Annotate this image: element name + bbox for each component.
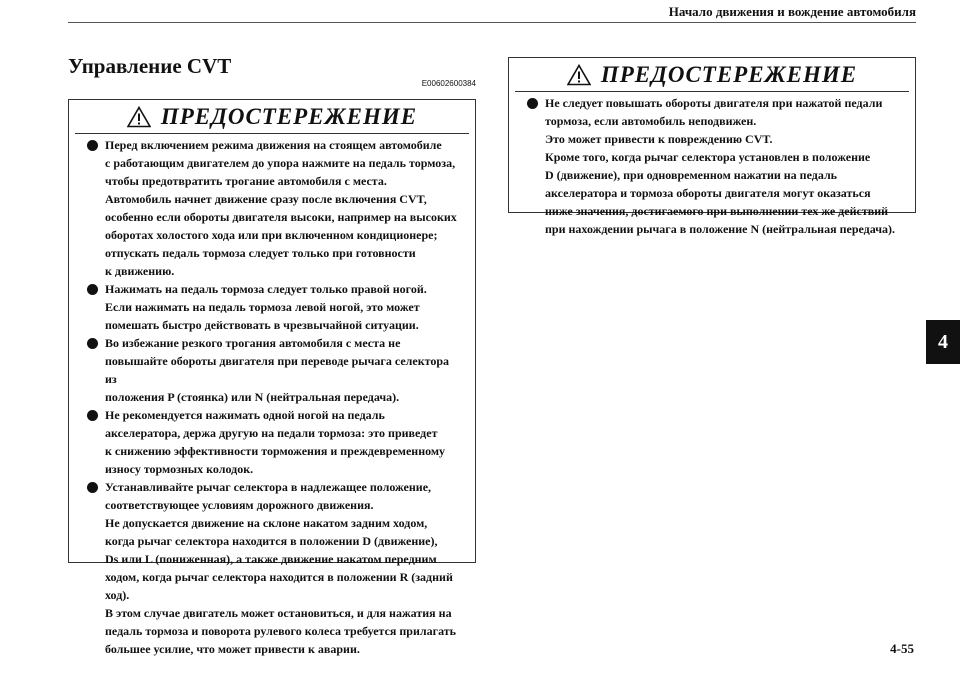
document-code: E00602600384	[421, 79, 476, 88]
warning-list	[509, 92, 915, 238]
warning-text-line: В этом случае двигатель может остановиться, и для нажатия на	[105, 606, 452, 620]
warning-text-line: Кроме того, когда рычаг селектора установлен в положение	[545, 150, 871, 164]
warning-text-line: к движению.	[105, 264, 175, 278]
warning-triangle-icon	[127, 106, 151, 128]
warning-title: ПРЕДОСТЕРЕЖЕНИЕ	[160, 103, 418, 129]
warning-box-right	[508, 57, 916, 236]
bullet-icon	[527, 98, 538, 109]
warning-text-line: большее усилие, что может привести к аварии.	[105, 642, 360, 656]
warning-item	[87, 280, 463, 334]
bullet-icon	[87, 338, 98, 349]
warning-item	[87, 478, 463, 658]
header-divider	[68, 22, 916, 23]
bullet-icon	[87, 482, 98, 493]
warning-text-line: чтобы предотвратить трогание автомобиля с места.	[105, 174, 387, 188]
section-title: Управление CVT	[68, 54, 232, 78]
warning-text-line: Не допускается движение на склоне накатом задним ходом,	[105, 516, 428, 530]
warning-text-line: Во избежание резкого трогания автомобиля с места не	[105, 336, 401, 350]
warning-text-line: к снижению эффективности торможения и преждевременному	[105, 444, 446, 458]
warning-text-line: отпускать педаль тормоза следует только при готовности	[105, 246, 416, 260]
warning-text-line: акселератора и тормоза обороты двигателя могут оказаться	[545, 186, 871, 200]
warning-text-line: Перед включением режима движения на стоящем автомобиле	[105, 138, 442, 152]
warning-text-line: D (движение), при одновременном нажатии на педаль	[545, 168, 838, 182]
warning-text-line: Не следует повышать обороты двигателя при нажатой педали	[545, 96, 883, 110]
warning-header	[509, 58, 915, 91]
warning-text-line: положения P (стоянка) или N (нейтральная передача).	[105, 390, 400, 404]
warning-text-line: Если нажимать на педаль тормоза левой ногой, это может	[105, 300, 420, 314]
warning-triangle-icon	[567, 64, 591, 86]
warning-box-left	[68, 99, 476, 656]
warning-text-line: при нахождении рычага в положение N (нейтральная передача).	[545, 222, 896, 236]
warning-title: ПРЕДОСТЕРЕЖЕНИЕ	[600, 61, 858, 87]
warning-text-line: оборотах холостого хода или при включенном кондиционере;	[105, 228, 438, 242]
warning-text-line: Автомобиль начнет движение сразу после включения CVT,	[105, 192, 427, 206]
warning-text-line: акселератора, держа другую на педали тормоза: это приведет	[105, 426, 438, 440]
warning-text-line: ходом, когда рычаг селектора находится в положении R (задний	[105, 570, 453, 584]
warning-list	[69, 134, 475, 658]
warning-text-line: Это может привести к повреждению CVT.	[545, 132, 773, 146]
warning-item	[527, 94, 903, 238]
warning-text-line: Устанавливайте рычаг селектора в надлежащее положение,	[105, 480, 432, 494]
page-number: 4-55	[890, 641, 914, 656]
warning-text-line: повышайте обороты двигателя при переводе рычага селектора из	[105, 354, 450, 386]
warning-item	[87, 334, 463, 406]
warning-item	[87, 136, 463, 280]
warning-text-line: ниже значения, достигаемого при выполнении тех же действий	[545, 204, 889, 218]
warning-text-line: Нажимать на педаль тормоза следует только правой ногой.	[105, 282, 427, 296]
chapter-tab: 4	[926, 320, 960, 364]
warning-text-line: соответствующее условиям дорожного движения.	[105, 498, 374, 512]
warning-text-line: помешать быстро действовать в чрезвычайной ситуации.	[105, 318, 419, 332]
bullet-icon	[87, 410, 98, 421]
warning-text-line: с работающим двигателем до упора нажмите на педаль тормоза,	[105, 156, 456, 170]
bullet-icon	[87, 140, 98, 151]
warning-text-line: когда рычаг селектора находится в положении D (движение),	[105, 534, 438, 548]
warning-text-line: Не рекомендуется нажимать одной ногой на педаль	[105, 408, 385, 422]
warning-text-line: педаль тормоза и поворота рулевого колеса требуется прилагать	[105, 624, 456, 638]
warning-text-line: ход).	[105, 588, 130, 602]
bullet-icon	[87, 284, 98, 295]
warning-text-line: особенно если обороты двигателя высоки, например на высоких	[105, 210, 457, 224]
warning-header	[69, 100, 475, 133]
running-header: Начало движения и вождение автомобиля	[668, 4, 916, 19]
warning-item	[87, 406, 463, 478]
warning-text-line: Ds или L (пониженная), а также движение накатом передним	[105, 552, 437, 566]
warning-text-line: тормоза, если автомобиль неподвижен.	[545, 114, 757, 128]
warning-text-line: износу тормозных колодок.	[105, 462, 254, 476]
